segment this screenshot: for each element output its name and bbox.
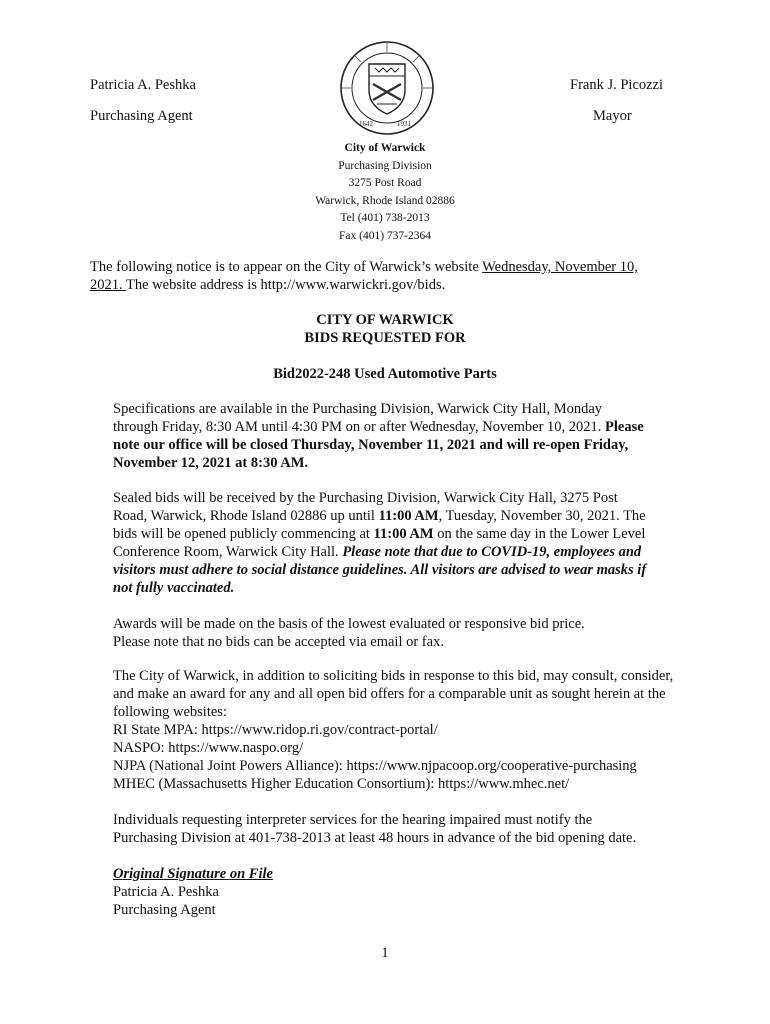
sealed-line: on the same day in the Lower Level [433,526,646,542]
address-fax: Fax (401) 737-2364 [339,229,431,242]
intro-date-cont: 2021. [90,277,126,293]
consult-paragraph [113,667,733,793]
specs-paragraph [113,400,713,472]
page-number: 1 [381,945,389,961]
sealed-bids-paragraph [113,489,713,597]
interpreter-paragraph [113,811,713,847]
specs-bold: note our office will be closed Thursday, November 11, 2021 and will re-open Friday, [113,437,629,453]
sealed-line: Conference Room, Warwick City Hall. [113,544,343,560]
awards-line: Please note that no bids can be accepted via email or fax. [113,634,444,650]
sealed-time: 11:00 AM [373,526,434,542]
signature-title: Purchasing Agent [113,902,216,918]
intro-date: Wednesday, November 10, [482,259,638,275]
awards-line: Awards will be made on the basis of the lowest evaluated or responsive bid price. [113,616,585,632]
website-mhec: MHEC (Massachusetts Higher Education Consortium): https://www.mhec.net/ [113,776,570,792]
signature-name: Patricia A. Peshka [113,884,219,900]
address-org: City of Warwick [344,142,426,154]
seal-year-right: 1931 [397,120,411,128]
sealed-line: , Tuesday, November 30, 2021. The [438,508,646,524]
address-division: Purchasing Division [338,159,432,172]
address-tel: Tel (401) 738-2013 [340,212,430,224]
covid-notice: visitors must adhere to social distance guidelines. All visitors are advised to wear masks if [113,562,647,578]
left-title: Purchasing Agent [90,108,193,124]
signature-line: Original Signature on File [113,866,273,882]
website-naspo: NASPO: https://www.naspo.org/ [113,740,304,756]
address-city: Warwick, Rhode Island 02886 [315,194,455,207]
title-bids: BIDS REQUESTED FOR [304,330,466,346]
interpreter-line: Purchasing Division at 401-738-2013 at least 48 hours in advance of the bid opening date. [113,830,637,846]
left-name: Patricia A. Peshka [90,77,196,93]
sealed-line: Road, Warwick, Rhode Island 02886 up until [113,508,379,524]
interpreter-line: Individuals requesting interpreter services for the hearing impaired must notify the [113,812,593,828]
title-block [0,311,770,347]
title-city: CITY OF WARWICK [316,312,454,328]
specs-bold: November 12, 2021 at 8:30 AM. [113,455,309,471]
specs-line: Specifications are available in the Purchasing Division, Warwick City Hall, Monday [113,401,603,417]
sealed-time: 11:00 AM [378,508,439,524]
sealed-line: bids will be opened publicly commencing at [113,526,374,542]
covid-notice: Please note that due to COVID-19, employees and [342,544,642,560]
website-njpa: NJPA (National Joint Powers Alliance): https://www.njpacoop.org/cooperative-purchasing [113,758,637,774]
city-seal-logo [339,40,435,136]
seal-year-left: 1642 [359,120,373,128]
right-title: Mayor [593,108,632,124]
consult-line: The City of Warwick, in addition to soliciting bids in response to this bid, may consult, consider, [113,668,674,684]
specs-bold: Please [605,419,644,435]
intro-website: The website address is http://www.warwickri.gov/bids. [126,277,446,293]
address-block [0,140,770,245]
right-name: Frank J. Picozzi [570,77,664,93]
specs-line: through Friday, 8:30 AM until 4:30 PM on or after Wednesday, November 10, 2021. [113,419,606,435]
consult-line: and make an award for any and all open bid offers for a comparable unit as sought herein at the [113,686,666,702]
awards-paragraph [113,615,713,651]
signature-block [113,865,513,919]
bid-title: Bid2022-248 Used Automotive Parts [273,366,497,382]
consult-line: following websites: [113,704,227,720]
covid-notice: not fully vaccinated. [113,580,235,596]
sealed-line: Sealed bids will be received by the Purchasing Division, Warwick City Hall, 3275 Post [113,490,618,506]
website-ri-state: RI State MPA: https://www.ridop.ri.gov/contract-portal/ [113,722,438,738]
intro-text: The following notice is to appear on the City of Warwick’s website [90,259,483,275]
intro-paragraph [90,258,690,294]
address-street: 3275 Post Road [348,177,422,189]
